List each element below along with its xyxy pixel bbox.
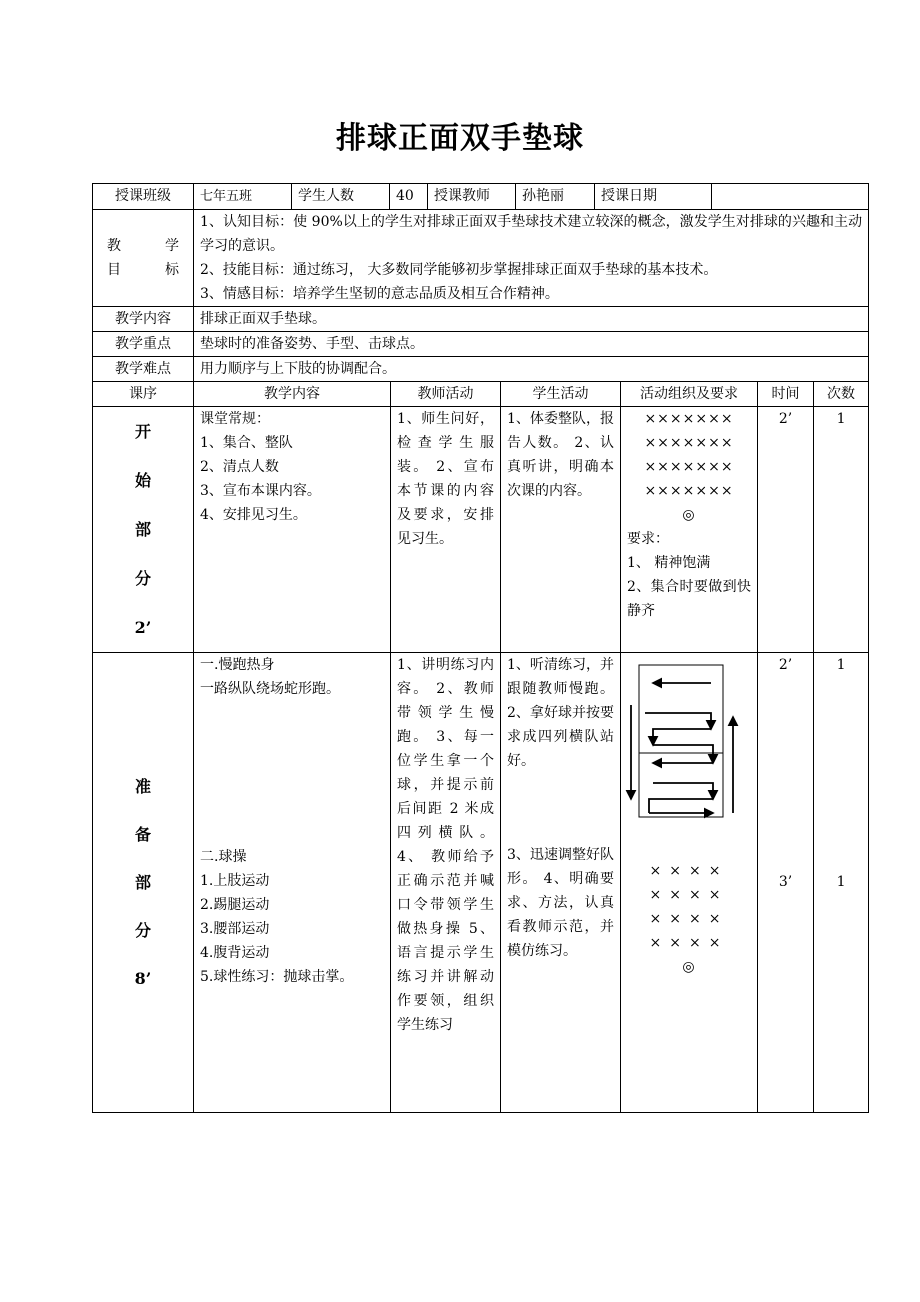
difficulty-label: 教学难点 [93, 357, 194, 382]
header-row [93, 382, 869, 407]
students-label: 学生人数 [292, 184, 390, 209]
teacher-label: 授课教师 [428, 184, 516, 209]
section-prep-student: 1、听清练习，并跟随教师慢跑。 2、拿好球并按要求成四列横队站好。 3、迅速调整好队形。 4、明确要求、方法，认真看教师示范，并模仿练习。 [501, 653, 621, 1113]
focus-row [93, 332, 869, 357]
formation-row: ××××××× [644, 459, 734, 475]
content-label: 教学内容 [93, 307, 194, 332]
date-value [712, 184, 869, 209]
header-count: 次数 [814, 382, 869, 407]
focus-label: 教学重点 [93, 332, 194, 357]
serpentine-run-diagram [623, 655, 748, 825]
section-start-count: 1 [814, 407, 869, 653]
section-start-row [93, 407, 869, 653]
content-value: 排球正面双手垫球。 [194, 307, 869, 332]
formation-row: ××××××× [644, 435, 734, 451]
goals-content [194, 210, 869, 307]
formation-row: ××××××× [644, 411, 734, 427]
page-title: 排球正面双手垫球 [336, 121, 584, 156]
header-content: 教学内容 [194, 382, 391, 407]
goal-1: 1、认知目标：使 90%以上的学生对排球正面双手垫球技术建立较深的概念，激发学生对排球的兴趣和主动学习的意识。 [200, 214, 863, 254]
section-start-teacher: 1、师生问好，检查学生服装。 2、宣布本节课的内容及要求，安排见习生。 [391, 407, 501, 653]
section-start-name: 开 始 部 分 2’ [93, 407, 194, 653]
section-prep-count: 1 1 [814, 653, 869, 1113]
section-start-organization: ××××××× ××××××× ××××××× ××××××× ◎ 要求： 1、 精神饱满 2、集合时要做到快静齐 [621, 407, 758, 653]
students-value: 40 [390, 184, 428, 209]
date-label: 授课日期 [595, 184, 712, 209]
teacher-position-icon: ◎ [682, 507, 696, 523]
formation-row: ×××× [649, 911, 729, 927]
difficulty-value: 用力顺序与上下肢的协调配合。 [194, 357, 869, 382]
formation-row: ×××× [649, 887, 729, 903]
formation-row: ×××× [649, 863, 729, 879]
info-row [93, 184, 869, 210]
goal-2: 2、技能目标：通过练习， 大多数同学能够初步掌握排球正面双手垫球的基本技术。 [200, 262, 718, 278]
header-student: 学生活动 [501, 382, 621, 407]
header-teacher: 教师活动 [391, 382, 501, 407]
goals-label: 教 学 目 标 [93, 210, 194, 307]
class-label: 授课班级 [93, 184, 194, 210]
section-prep-organization [621, 653, 758, 1113]
lesson-plan-table [92, 183, 869, 1113]
formation-row: ××××××× [644, 483, 734, 499]
section-prep-time: 2’ 3’ [758, 653, 814, 1113]
content-row [93, 307, 869, 332]
difficulty-row [93, 357, 869, 382]
section-start-student: 1、体委整队，报告人数。 2、认真听讲，明确本次课的内容。 [501, 407, 621, 653]
focus-value: 垫球时的准备姿势、手型、击球点。 [194, 332, 869, 357]
formation-row: ×××× [649, 935, 729, 951]
section-prep-name: 准 备 部 分 8’ [93, 653, 194, 1113]
teacher-value: 孙艳丽 [516, 184, 595, 209]
class-value: 七年五班 [194, 184, 292, 209]
header-organization: 活动组织及要求 [621, 382, 758, 407]
goals-row [93, 210, 869, 307]
section-prep-teacher: 1、讲明练习内容。 2、教师带领学生慢跑。 3、每一位学生拿一个球，并提示前后间距 2 米成四列横队。 4、 教师给予正确示范并喊口令带领学生做热身操 5、语言提示学生练习并讲解动作要领，组织学生练习 [391, 653, 501, 1113]
goal-3: 3、情感目标：培养学生坚韧的意志品质及相互合作精神。 [200, 286, 559, 302]
header-order: 课序 [93, 382, 194, 407]
section-prep-row [93, 653, 869, 1113]
section-start-time: 2’ [758, 407, 814, 653]
header-time: 时间 [758, 382, 814, 407]
teacher-position-icon: ◎ [682, 959, 696, 975]
section-start-content: 课堂常规： 1、集合、整队 2、清点人数 3、宣布本课内容。 4、安排见习生。 [194, 407, 391, 653]
section-prep-content: 一.慢跑热身 一路纵队绕场蛇形跑。 二.球操 1.上肢运动 2.踢腿运动 3.腰部运动 4.腹背运动 5.球性练习：抛球击掌。 [194, 653, 391, 1113]
